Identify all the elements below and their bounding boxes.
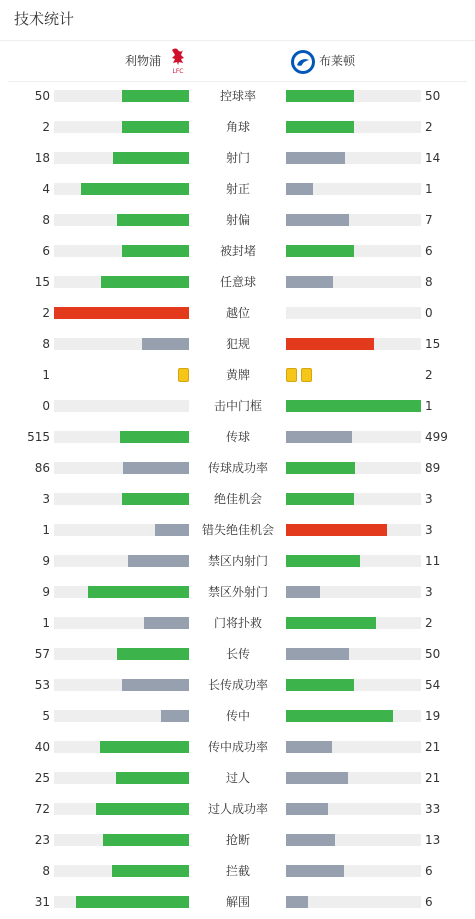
- home-stat-bar-fill: [112, 865, 189, 877]
- away-stat-bar-fill: [286, 152, 345, 164]
- stat-label: 长传成功率: [207, 678, 268, 692]
- away-stat-value: 54: [425, 678, 441, 692]
- home-stat-value: 1: [42, 368, 50, 382]
- home-stat-value: 40: [34, 740, 50, 754]
- home-stat-bar-fill: [122, 493, 190, 505]
- away-stat-bar: [286, 121, 421, 133]
- away-stat-bar-fill: [286, 834, 335, 846]
- stat-row: [0, 422, 475, 453]
- away-stat-bar-fill: [286, 865, 344, 877]
- away-stat-bar: [286, 803, 421, 815]
- away-stat-bar: [286, 90, 421, 102]
- teams-header: [0, 41, 475, 81]
- home-stat-bar: [54, 338, 189, 350]
- away-stat-bar-fill: [286, 214, 349, 226]
- home-stat-bar-fill: [144, 617, 189, 629]
- home-stat-value: 8: [42, 213, 50, 227]
- away-stat-bar: [286, 400, 421, 412]
- away-stat-value: 11: [425, 554, 441, 568]
- stat-row: [0, 639, 475, 670]
- home-stat-bar: [54, 152, 189, 164]
- home-team-name: 利物浦: [125, 54, 162, 68]
- home-stat-bar-fill: [100, 741, 189, 753]
- page-title: 技术统计: [14, 10, 75, 28]
- yellow-card-icon: [178, 368, 189, 382]
- home-yellow-cards: [178, 368, 189, 382]
- home-stat-bar-fill: [122, 679, 190, 691]
- yellow-card-icon: [301, 368, 312, 382]
- stat-label: 击中门框: [213, 399, 262, 413]
- home-stat-value: 72: [34, 802, 50, 816]
- away-yellow-cards: [286, 368, 312, 382]
- away-stat-bar-fill: [286, 183, 313, 195]
- home-stat-value: 57: [34, 647, 50, 661]
- stat-label: 抢断: [225, 833, 250, 847]
- stat-row: [0, 825, 475, 856]
- home-stat-bar: [54, 586, 189, 598]
- home-stat-bar: [54, 834, 189, 846]
- stat-label: 传中成功率: [207, 740, 268, 754]
- home-stat-value: 15: [34, 275, 50, 289]
- home-stat-bar: [54, 524, 189, 536]
- home-stat-value: 23: [34, 833, 50, 847]
- home-stat-bar: [54, 896, 189, 908]
- stat-label: 传球: [225, 430, 250, 444]
- home-stat-value: 25: [34, 771, 50, 785]
- home-stat-bar-fill: [128, 555, 189, 567]
- stat-label: 传中: [225, 709, 250, 723]
- away-stat-value: 50: [425, 647, 441, 661]
- home-stat-bar: [54, 245, 189, 257]
- away-stat-bar: [286, 493, 421, 505]
- stat-row: [0, 670, 475, 701]
- home-stat-value: 9: [42, 585, 50, 599]
- home-stat-bar-fill: [155, 524, 189, 536]
- yellow-card-icon: [286, 368, 297, 382]
- away-stat-value: 1: [425, 399, 433, 413]
- home-stat-value: 6: [42, 244, 50, 258]
- away-stat-bar: [286, 679, 421, 691]
- home-stat-bar-fill: [123, 462, 189, 474]
- home-stat-bar-fill: [116, 772, 189, 784]
- away-stat-bar: [286, 586, 421, 598]
- stat-row: [0, 484, 475, 515]
- stat-label: 射偏: [225, 213, 250, 227]
- away-stat-value: 2: [425, 120, 433, 134]
- stat-row: [0, 515, 475, 546]
- stat-row: [0, 81, 475, 112]
- stat-label: 传球成功率: [207, 461, 268, 475]
- home-stat-bar: [54, 183, 189, 195]
- away-stat-bar-fill: [286, 617, 376, 629]
- away-stat-bar-fill: [286, 245, 354, 257]
- home-stat-value: 31: [34, 895, 50, 909]
- home-stat-bar-fill: [101, 276, 189, 288]
- away-team-name: 布莱顿: [319, 54, 356, 68]
- stat-row: [0, 608, 475, 639]
- stat-label: 长传: [225, 647, 250, 661]
- away-stat-bar: [286, 462, 421, 474]
- home-stat-bar: [54, 214, 189, 226]
- home-stat-value: 50: [34, 89, 50, 103]
- home-stat-value: 2: [42, 120, 50, 134]
- stat-row: [0, 267, 475, 298]
- stat-label: 射门: [225, 151, 250, 165]
- home-stat-bar: [54, 679, 189, 691]
- brighton-crest-icon: [290, 49, 316, 75]
- home-stat-bar-fill: [122, 90, 190, 102]
- stat-row: [0, 391, 475, 422]
- away-stat-bar-fill: [286, 121, 354, 133]
- away-stat-bar: [286, 772, 421, 784]
- stat-label: 门将扑救: [213, 616, 262, 630]
- home-stat-bar-fill: [103, 834, 189, 846]
- away-stat-bar: [286, 183, 421, 195]
- home-stat-value: 0: [42, 399, 50, 413]
- home-stat-bar: [54, 307, 189, 319]
- away-stat-bar-fill: [286, 586, 320, 598]
- stat-label: 错失绝佳机会: [201, 523, 274, 537]
- home-stat-bar: [54, 400, 189, 412]
- home-stat-bar-fill: [117, 214, 189, 226]
- home-stat-bar: [54, 462, 189, 474]
- away-stat-bar-fill: [286, 338, 374, 350]
- home-stat-bar-fill: [76, 896, 189, 908]
- stat-row: [0, 794, 475, 825]
- away-stat-bar-fill: [286, 896, 308, 908]
- away-stat-bar-fill: [286, 679, 354, 691]
- home-stat-bar: [54, 648, 189, 660]
- away-stat-bar: [286, 896, 421, 908]
- away-stat-bar: [286, 865, 421, 877]
- away-stat-value: 14: [425, 151, 441, 165]
- home-stat-bar-fill: [117, 648, 189, 660]
- home-stat-bar: [54, 121, 189, 133]
- home-stat-bar: [54, 710, 189, 722]
- home-stat-bar-fill: [113, 152, 189, 164]
- home-stat-value: 9: [42, 554, 50, 568]
- home-stat-bar-fill: [88, 586, 189, 598]
- home-stat-value: 86: [34, 461, 50, 475]
- away-stat-value: 0: [425, 306, 433, 320]
- away-stat-bar: [286, 152, 421, 164]
- home-stat-bar-fill: [54, 307, 189, 319]
- stat-row: [0, 887, 475, 918]
- stat-label: 拦截: [225, 864, 250, 878]
- stat-label: 任意球: [219, 275, 256, 289]
- home-stat-value: 515: [27, 430, 50, 444]
- stat-row: [0, 143, 475, 174]
- away-stat-value: 15: [425, 337, 441, 351]
- away-stat-value: 2: [425, 368, 433, 382]
- stat-label: 犯规: [225, 337, 250, 351]
- away-stat-value: 7: [425, 213, 433, 227]
- home-stat-bar: [54, 276, 189, 288]
- stat-row: [0, 763, 475, 794]
- svg-text:LFC: LFC: [172, 68, 184, 75]
- away-stat-bar: [286, 617, 421, 629]
- away-stat-value: 1: [425, 182, 433, 196]
- away-stat-bar-fill: [286, 462, 355, 474]
- home-stat-value: 4: [42, 182, 50, 196]
- away-stat-value: 13: [425, 833, 441, 847]
- away-stat-bar-fill: [286, 803, 328, 815]
- home-stat-bar: [54, 741, 189, 753]
- home-stat-bar: [54, 493, 189, 505]
- stat-label: 过人成功率: [207, 802, 268, 816]
- stat-label: 绝佳机会: [213, 492, 262, 506]
- away-stat-value: 50: [425, 89, 441, 103]
- away-stat-value: 21: [425, 771, 441, 785]
- away-stat-bar: [286, 431, 421, 443]
- home-stat-value: 18: [34, 151, 50, 165]
- stat-label: 越位: [225, 306, 250, 320]
- away-stat-value: 21: [425, 740, 441, 754]
- home-stat-value: 5: [42, 709, 50, 723]
- away-stat-value: 3: [425, 585, 433, 599]
- stat-row: [0, 701, 475, 732]
- home-stat-bar: [54, 90, 189, 102]
- away-stat-value: 499: [425, 430, 448, 444]
- liverpool-crest-icon: [168, 47, 188, 75]
- away-stat-value: 6: [425, 244, 433, 258]
- away-stat-bar-fill: [286, 276, 333, 288]
- away-stat-value: 19: [425, 709, 441, 723]
- home-stat-value: 3: [42, 492, 50, 506]
- stat-row: [0, 732, 475, 763]
- away-stat-bar: [286, 741, 421, 753]
- stat-row: [0, 453, 475, 484]
- home-stat-value: 8: [42, 337, 50, 351]
- home-stat-value: 2: [42, 306, 50, 320]
- away-stat-value: 3: [425, 492, 433, 506]
- away-stat-bar: [286, 648, 421, 660]
- home-stat-bar: [54, 617, 189, 629]
- stat-row: [0, 856, 475, 887]
- stat-label: 解围: [225, 895, 250, 909]
- home-stat-bar: [54, 555, 189, 567]
- away-stat-bar-fill: [286, 710, 393, 722]
- away-stat-bar: [286, 276, 421, 288]
- home-stat-bar: [54, 803, 189, 815]
- stat-row: [0, 329, 475, 360]
- away-stat-bar: [286, 710, 421, 722]
- stat-row: [0, 174, 475, 205]
- away-stat-value: 89: [425, 461, 441, 475]
- away-stat-bar: [286, 307, 421, 319]
- away-stat-bar-fill: [286, 772, 348, 784]
- away-stat-value: 6: [425, 864, 433, 878]
- away-stat-bar-fill: [286, 648, 349, 660]
- stat-label: 角球: [225, 120, 250, 134]
- stat-label: 禁区内射门: [207, 554, 268, 568]
- away-stat-value: 3: [425, 523, 433, 537]
- away-stat-value: 33: [425, 802, 441, 816]
- home-stat-bar-fill: [122, 245, 190, 257]
- home-stat-value: 8: [42, 864, 50, 878]
- home-stat-bar-fill: [161, 710, 189, 722]
- away-stat-bar-fill: [286, 555, 360, 567]
- away-stat-bar-fill: [286, 493, 354, 505]
- home-stat-bar-fill: [142, 338, 189, 350]
- home-stat-bar-fill: [81, 183, 189, 195]
- home-stat-bar-fill: [120, 431, 189, 443]
- stat-label: 黄牌: [225, 368, 250, 382]
- away-stat-bar: [286, 524, 421, 536]
- stat-row: [0, 360, 475, 391]
- stat-label: 过人: [225, 771, 250, 785]
- stat-label: 射正: [225, 182, 250, 196]
- away-stat-bar-fill: [286, 741, 332, 753]
- away-stat-bar: [286, 834, 421, 846]
- stat-row: [0, 205, 475, 236]
- home-stat-bar: [54, 431, 189, 443]
- away-stat-value: 2: [425, 616, 433, 630]
- away-stat-bar-fill: [286, 90, 354, 102]
- stat-row: [0, 546, 475, 577]
- away-stat-bar-fill: [286, 431, 352, 443]
- stat-row: [0, 112, 475, 143]
- away-stat-bar: [286, 245, 421, 257]
- stat-label: 禁区外射门: [207, 585, 268, 599]
- home-stat-value: 53: [34, 678, 50, 692]
- away-stat-bar-fill: [286, 524, 387, 536]
- stat-label: 被封堵: [219, 244, 256, 258]
- away-stat-value: 6: [425, 895, 433, 909]
- home-stat-bar: [54, 772, 189, 784]
- away-stat-value: 8: [425, 275, 433, 289]
- stat-row: [0, 236, 475, 267]
- home-stat-bar-fill: [122, 121, 190, 133]
- away-stat-bar: [286, 555, 421, 567]
- stat-row: [0, 298, 475, 329]
- home-stat-value: 1: [42, 523, 50, 537]
- away-stat-bar: [286, 214, 421, 226]
- away-stat-bar-fill: [286, 400, 421, 412]
- stat-row: [0, 577, 475, 608]
- away-stat-bar: [286, 338, 421, 350]
- home-stat-bar: [54, 865, 189, 877]
- home-stat-bar-fill: [96, 803, 189, 815]
- stat-label: 控球率: [219, 89, 256, 103]
- stats-list: [0, 81, 475, 918]
- home-stat-value: 1: [42, 616, 50, 630]
